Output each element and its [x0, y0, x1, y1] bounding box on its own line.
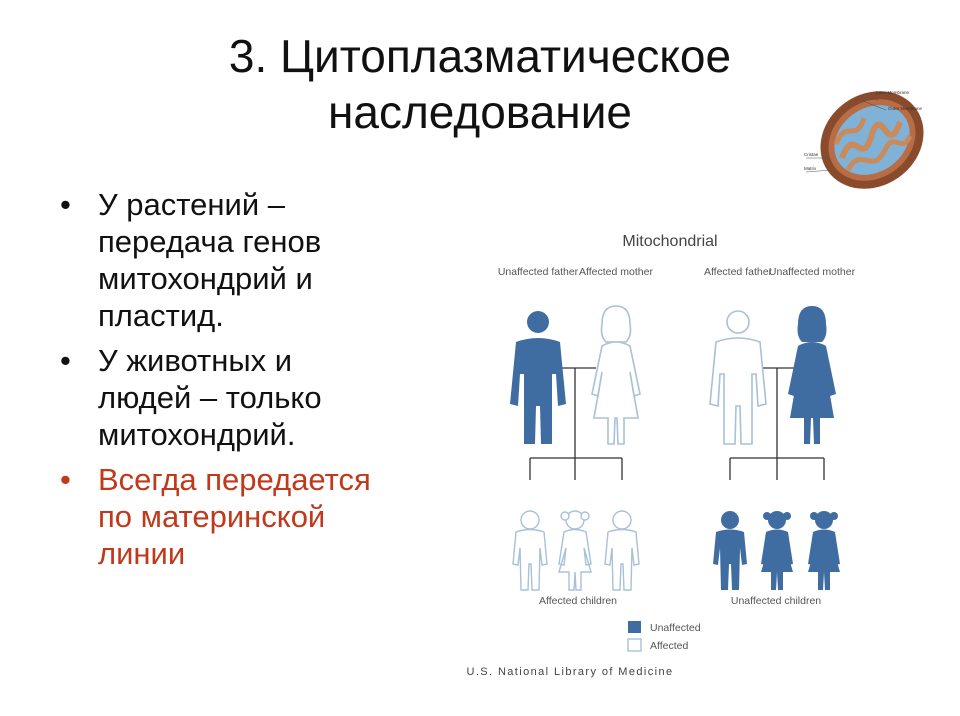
left-mother-label: Affected mother	[579, 266, 653, 278]
title-line-2: наследование	[327, 86, 632, 138]
unaffected-daughter-figure	[761, 511, 793, 590]
title-line-1: 3. Цитоплазматическое	[228, 30, 732, 82]
bullet-plants	[60, 186, 390, 334]
mitochondrion-label: Outer Membrane	[888, 106, 923, 111]
affected-son-figure	[605, 511, 639, 590]
bullet-list	[60, 186, 390, 580]
bullet-marker: •	[60, 343, 71, 378]
right-mother-label: Unaffected mother	[768, 266, 856, 278]
bullet-animals	[60, 342, 390, 453]
unaffected-mother-figure	[788, 306, 836, 444]
left-father-label: Unaffected father	[497, 266, 579, 278]
mitochondrion-illustration-icon	[802, 74, 926, 202]
mitochondrion-label: Matrix	[804, 166, 817, 171]
slide-title	[100, 28, 860, 140]
bullet-text: У животных и людей – только митохондрий.	[98, 343, 322, 452]
unaffected-son-figure	[713, 511, 747, 590]
bullet-marker: •	[60, 462, 71, 497]
affected-son-figure	[513, 511, 547, 590]
right-children-label: Unaffected children	[730, 595, 822, 607]
diagram-title: Mitochondrial	[622, 233, 718, 250]
unaffected-daughter-figure	[808, 511, 840, 590]
mitochondrial-inheritance-diagram	[490, 224, 870, 664]
bullet-text: У растений – передача генов митохондрий и пластид.	[98, 187, 322, 333]
legend-outline-label: Affected	[650, 640, 689, 652]
legend-outline-swatch	[628, 639, 641, 651]
mitochondrion-label: Cristae	[804, 152, 819, 157]
left-children-label: Affected children	[538, 595, 618, 607]
affected-father-figure	[710, 311, 766, 444]
bullet-text: Всегда передается по материнской линии	[98, 462, 371, 571]
legend-filled-swatch	[628, 621, 641, 633]
bullet-maternal-line	[60, 461, 390, 572]
unaffected-father-figure	[510, 311, 566, 444]
affected-mother-figure	[592, 306, 640, 444]
source-credit: U.S. National Library of Medicine	[466, 666, 674, 678]
affected-daughter-figure	[559, 511, 591, 590]
bullet-marker: •	[60, 187, 71, 222]
right-father-label: Affected father	[703, 266, 773, 278]
mitochondrion-label: Inner Membrane	[876, 90, 910, 95]
legend-filled-label: Unaffected	[650, 622, 701, 634]
